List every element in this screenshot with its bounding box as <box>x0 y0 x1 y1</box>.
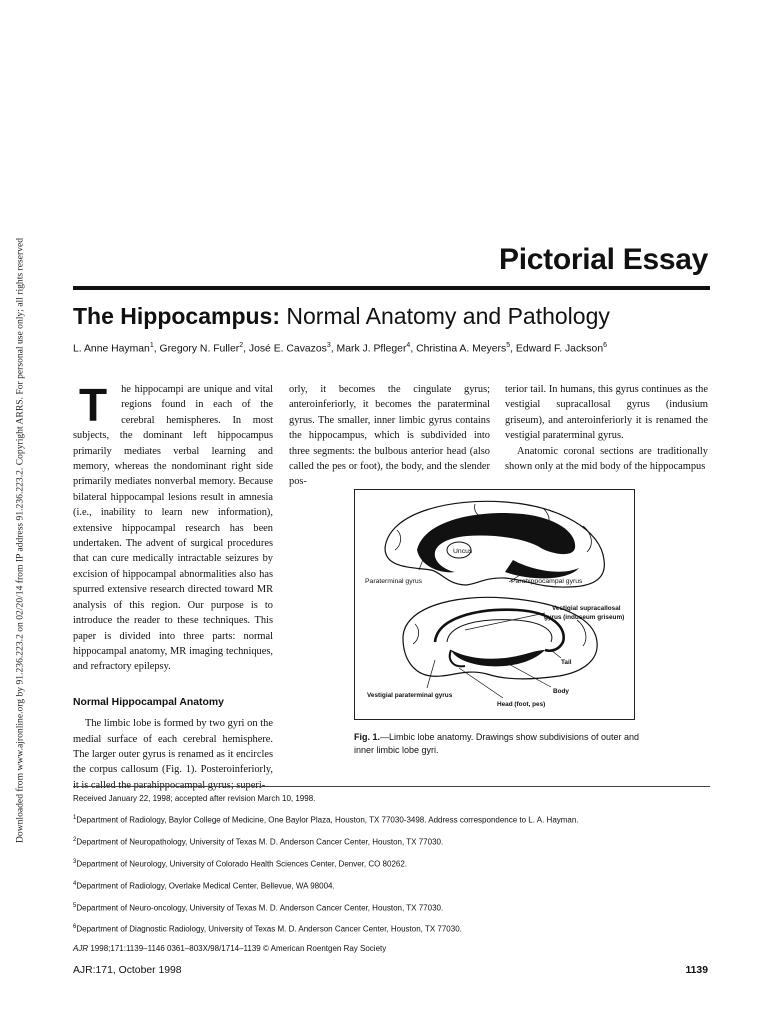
affiliation <box>73 878 713 893</box>
body-column-1 <box>73 379 273 793</box>
affiliation-text: Department of Radiology, Overlake Medical Center, Bellevue, WA 98004. <box>76 881 335 891</box>
running-footer: AJR:171, October 1998 <box>73 965 182 976</box>
leader-body <box>505 662 551 687</box>
label-uncus: Uncus <box>453 548 473 555</box>
title-bold: The Hippocampus: <box>73 303 281 329</box>
caption-label: Fig. 1. <box>354 732 381 742</box>
affiliation-text: Department of Neuro-oncology, University of Texas M. D. Anderson Cancer Center, Houston, TX 77030. <box>76 903 444 913</box>
limbic-paragraph: The limbic lobe is formed by two gyri on the medial surface of each cerebral hemisphere. The larger outer gyrus is renamed as it encircles the corpus callosum (Fig. 1). Posteroinferiorly, <box>73 718 273 776</box>
body-column-2 <box>289 382 490 490</box>
section-heading: Normal Hippocampal Anatomy <box>73 696 224 708</box>
figure-1 <box>354 489 635 720</box>
outer-limbic-band <box>417 513 575 572</box>
label-vestigial-paraterminal: Vestigial paraterminal gyrus <box>367 692 453 699</box>
label-paraterminal: Paraterminal gyrus <box>365 578 423 585</box>
footnote-rule <box>73 786 710 787</box>
author-sup: 6 <box>603 342 608 349</box>
hippocampus-body <box>451 650 545 666</box>
intro-text: he hippocampi are unique and vital regions found in each of the cerebral hemispheres. In most subjects, the dominant left hippocampus primarily mediates verbal learning and memory, whereas the nondominant right side primarily mediates nonverbal memory. Because bilateral hippocampal lesions result in amnesia (i.e., inability to learn new information), extensive hippocampal research has been undertaken. The advent of surgical procedures that can cure medically intractable seizures by excision of hippocampal abnormalities also has spurred extensive research directed toward MR analysis of this region. Our purpose is to introduce the reader to these techniques. This paper is divided into three parts: normal hippocampal anatomy, MR imaging techniques, and refractory epilepsy. <box>73 384 273 673</box>
author: Christina A. Meyers <box>416 343 507 355</box>
author: Mark J. Pfleger <box>336 343 407 355</box>
affiliation-sup: 1 <box>73 815 77 822</box>
label-body: Body <box>553 688 569 695</box>
affiliation-text: Department of Radiology, Baylor College of Medicine, One Baylor Plaza, Houston, TX 77030-3498. Address correspondence to L. A. Hayman. <box>76 815 579 825</box>
figure-caption <box>354 731 644 757</box>
section-label: Pictorial Essay <box>499 243 708 276</box>
column-3-paragraph-2: Anatomic coronal sections are traditionally shown only at the mid body of the hippocampus <box>505 445 708 473</box>
affiliation-sup: 4 <box>73 880 77 887</box>
limbic-lobe-drawing <box>355 490 634 719</box>
footnotes <box>73 793 713 962</box>
label-vestigial-supracallosal-2: gyrus (induseum griseum) <box>544 614 625 621</box>
author-sup: 2 <box>239 342 244 349</box>
author: Edward F. Jackson <box>515 343 604 355</box>
label-tail: Tail <box>561 659 572 666</box>
body-column-3 <box>505 382 708 474</box>
page-number: 1139 <box>685 965 708 976</box>
affiliation <box>73 900 713 915</box>
intro-paragraph <box>73 379 273 675</box>
citation <box>73 943 713 955</box>
author-sup: 1 <box>149 342 154 349</box>
column-3-paragraph-1: terior tail. In humans, this gyrus continues as the vestigial supracallosal gyrus (indusium griseum), and anteroinferiorly it is renamed the vestigial paraterminal gyrus. <box>505 384 708 442</box>
download-side-note: Downloaded from www.ajronline.org by 91.236.223.2 on 02/20/14 from IP address 91.236.223.2. Copyright ARRS. For personal use only; all rights reserved <box>14 237 26 844</box>
label-parahippocampal: Parahippocampal gyrus <box>511 578 583 585</box>
author-sup: 5 <box>506 342 511 349</box>
leader-vestigial-paraterminal <box>427 660 435 688</box>
title-rest: Normal Anatomy and Pathology <box>280 303 610 329</box>
affiliation-sup: 3 <box>73 858 77 865</box>
affiliation-sup: 5 <box>73 902 77 909</box>
citation-rest: 1998;171:1139–1146 0361–803X/98/1714–1139 © American Roentgen Ray Society <box>88 944 387 954</box>
affiliation-text: Department of Neuropathology, University of Texas M. D. Anderson Cancer Center, Houston, TX 77030. <box>76 837 444 847</box>
citation-journal: AJR <box>73 944 89 954</box>
affiliation-sup: 6 <box>73 924 77 931</box>
affiliation <box>73 834 713 849</box>
author-sup: 4 <box>406 342 411 349</box>
affiliation-text: Department of Diagnostic Radiology, University of Texas M. D. Anderson Cancer Center, Houston, TX 77030. <box>76 925 462 935</box>
author: L. Anne Hayman <box>73 343 150 355</box>
article-title <box>73 303 713 330</box>
author-list: L. Anne Hayman$^1$, Gregory N. Fuller$^2$, José E. Cavazos$^3$, Mark J. Pfleger$^4$, Christina A. Meyers$^5$, Edward F. Jackson$^6$ <box>73 342 608 355</box>
caption-text: —Limbic lobe anatomy. Drawings show subdivisions of outer and inner limbic lobe gyri. <box>354 732 639 755</box>
author: Gregory N. Fuller <box>159 343 240 355</box>
affiliation <box>73 812 713 827</box>
label-head: Head (foot, pes) <box>497 701 546 708</box>
affiliation <box>73 856 713 871</box>
parahippocampal-band <box>505 560 579 578</box>
label-vestigial-supracallosal-1: Vestigial supracallosal <box>552 605 621 612</box>
author: José E. Cavazos <box>248 343 327 355</box>
column-2-text: orly, it becomes the cingulate gyrus; anteroinferiorly, it becomes the paraterminal gyrus. The smaller, inner limbic gyrus contains the hippocampus, which is subdivided into three segments: the bulbous anterior head (also called the pes or foot), the body, and the slender pos- <box>289 384 490 488</box>
affiliation <box>73 921 713 936</box>
leader-tail <box>551 650 561 658</box>
header-rule <box>73 286 710 290</box>
received-note: Received January 22, 1998; accepted after revision March 10, 1998. <box>73 794 316 803</box>
drop-cap: T <box>79 379 108 431</box>
author-sup: 3 <box>326 342 331 349</box>
affiliation-text: Department of Neurology, University of Colorado Health Sciences Center, Denver, CO 80262. <box>76 859 408 869</box>
affiliation-sup: 2 <box>73 837 77 844</box>
